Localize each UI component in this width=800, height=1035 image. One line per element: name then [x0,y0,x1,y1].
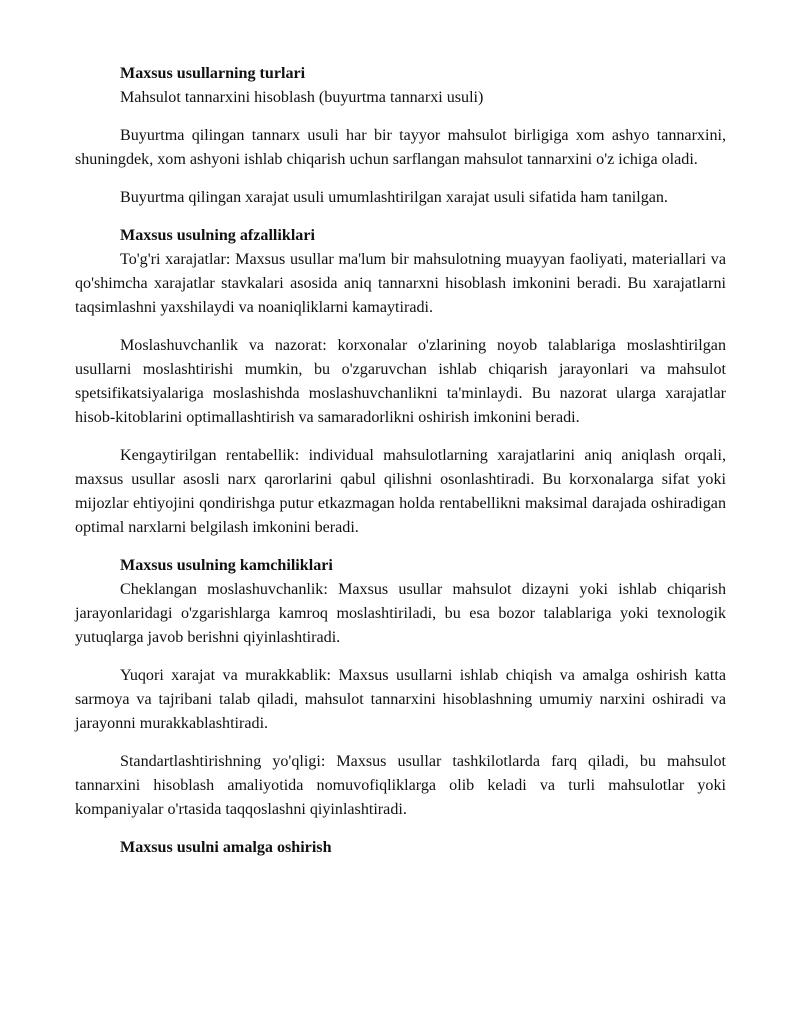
section-heading: Maxsus usullarning turlari [120,65,306,82]
paragraph: Standartlashtirishning yo'qligi: Maxsus usullar tashkilotlarda farq qiladi, bu mahsulot tannarxini hisoblash amaliyotida nomuvofiqliklarga olib keladi va turli mahsulotlar yoki kompaniyalar o'rtasida taqqoslashni qiyinlashtiradi. [75,753,726,818]
section-heading: Maxsus usulni amalga oshirish [120,839,332,856]
paragraph: Yuqori xarajat va murakkablik: Maxsus usullarni ishlab chiqish va amalga oshirish katta sarmoya va tajribani talab qiladi, mahsulot tannarxini hisoblashning umumiy narxini oshiradi va jarayonni murakkablashtiradi. [75,667,726,732]
section-heading: Maxsus usulning kamchiliklari [120,557,333,574]
paragraph: Kengaytirilgan rentabellik: individual mahsulotlarning xarajatlarini aniq aniqlash orqali, maxsus usullar asosli narx qarorlarini qabul qilishni osonlashtiradi. Bu korxonalarga sifat yoki mijozlar ehtiyojini qondirishga putur etkazmagan holda rentabellikni maksimal darajada oshiradigan optimal narxlarni belgilash imkonini beradi. [75,447,726,536]
section-types [75,62,726,210]
section-subheading: Mahsulot tannarxini hisoblash (buyurtma tannarxi usuli) [120,89,484,106]
section-disadvantages [75,554,726,822]
paragraph: Buyurtma qilingan xarajat usuli umumlashtirilgan xarajat usuli sifatida ham tanilgan. [120,189,668,206]
section-implementation [75,836,726,860]
document-page [75,62,726,860]
paragraph: To'g'ri xarajatlar: Maxsus usullar ma'lum bir mahsulotning muayyan faoliyati, materiallari va qo'shimcha xarajatlar stavkalari asosida aniq tannarxni hisoblash imkonini beradi. Bu xarajatlarni taqsimlashni yaxshilaydi va noaniqliklarni kamaytiradi. [75,251,726,316]
paragraph: Buyurtma qilingan tannarx usuli har bir tayyor mahsulot birligiga xom ashyo tannarxini, shuningdek, xom ashyoni ishlab chiqarish uchun sarflangan mahsulot tannarxini o'z ichiga oladi. [75,127,726,168]
section-advantages [75,224,726,540]
section-heading: Maxsus usulning afzalliklari [120,227,315,244]
paragraph: Moslashuvchanlik va nazorat: korxonalar o'zlarining noyob talablariga moslashtirilgan usullarni moslashtirishi mumkin, bu o'zgaruvchan ishlab chiqarish jarayonlari va mahsulot spetsifikatsiyalariga moslashishda moslashuvchanlikni ta'minlaydi. Bu nazorat ularga xarajatlar hisob-kitoblarini optimallashtirish va samaradorlikni oshirish imkonini beradi. [75,337,726,426]
paragraph: Cheklangan moslashuvchanlik: Maxsus usullar mahsulot dizayni yoki ishlab chiqarish jarayonlaridagi o'zgarishlarga kamroq moslashtiriladi, bu esa bozor talablariga yoki texnologik yutuqlarga javob berishni qiyinlashtiradi. [75,581,726,646]
